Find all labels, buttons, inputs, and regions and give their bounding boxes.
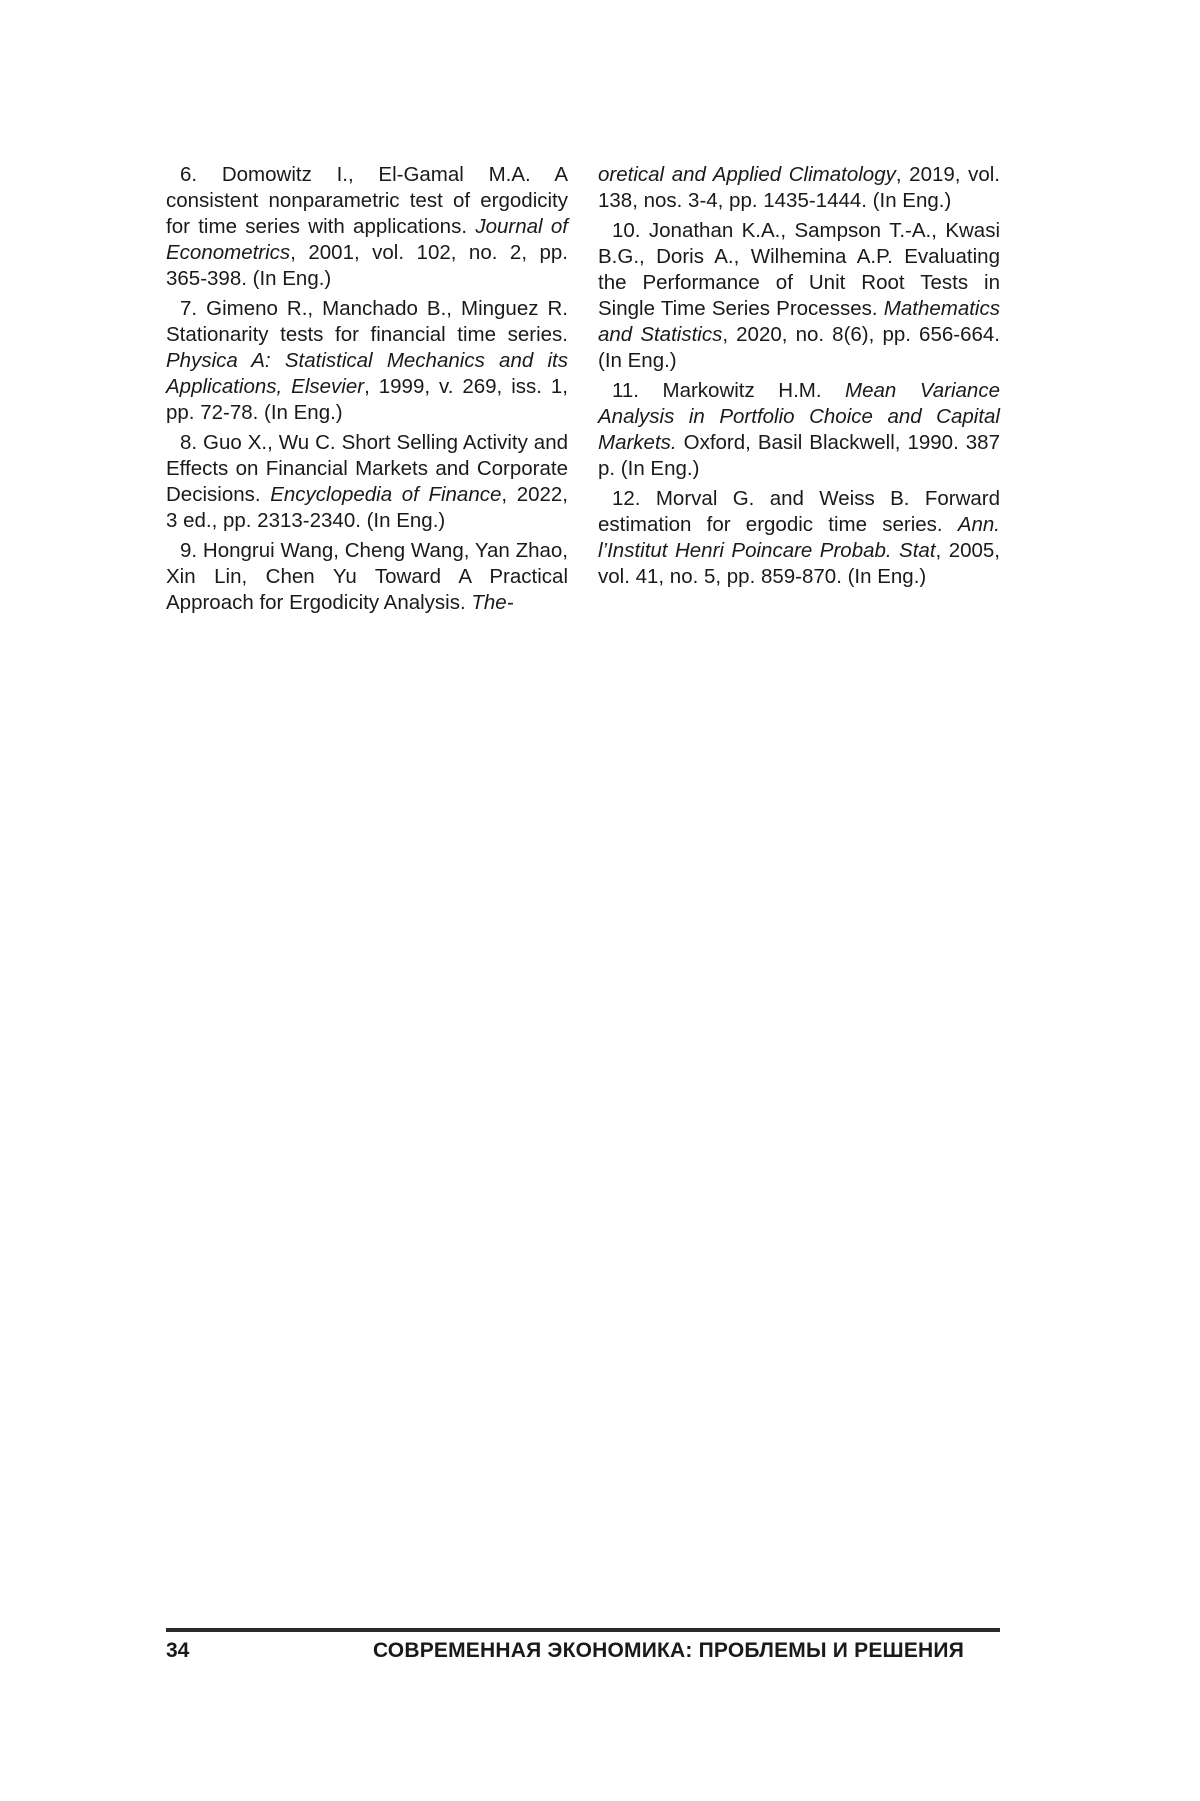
reference-text: , 2005, vol. 41, no. 5, pp. 859-870. (In Eng.): [598, 539, 1000, 588]
reference-text: Oxford, Basil Blackwell, 1990. 387 p. (In Eng.): [598, 431, 1000, 480]
reference-text: , 2020, no. 8(6), pp. 656-664. (In Eng.): [598, 323, 1000, 372]
reference-item: [598, 218, 1000, 374]
reference-item: [166, 430, 568, 534]
reference-source-title: Journal of Econometrics: [166, 215, 568, 264]
reference-column-right: [598, 162, 1000, 594]
reference-source-title: Physica A: Statistical Mechanics and its Applications, Elsevier: [166, 349, 568, 398]
reference-text: 9. Hongrui Wang, Cheng Wang, Yan Zhao, Xin Lin, Chen Yu Toward A Practical Approach for Ergodicity Analysis.: [166, 539, 568, 614]
reference-text: 11. Markowitz H.M.: [612, 379, 846, 402]
reference-text: 7. Gimeno R., Manchado B., Minguez R. Stationarity tests for financial time series.: [166, 297, 568, 346]
reference-source-title: The-: [471, 591, 514, 614]
reference-text: , 2022, 3 ed., pp. 2313-2340. (In Eng.): [166, 483, 568, 532]
reference-item: [166, 538, 568, 616]
reference-text: , 1999, v. 269, iss. 1, pp. 72-78. (In Eng.): [166, 375, 568, 424]
reference-source-title: Mathematics and Statistics: [598, 297, 1000, 346]
reference-source-title: Encyclopedia of Finance: [270, 483, 502, 506]
reference-text: , 2001, vol. 102, no. 2, pp. 365-398. (In Eng.): [166, 241, 568, 290]
page-number: 34: [166, 1639, 190, 1662]
reference-text: 12. Morval G. and Weiss B. Forward estimation for ergodic time series.: [598, 487, 1000, 536]
reference-source-title: Ann. l’Institut Henri Poincare Probab. Stat: [598, 513, 1000, 562]
reference-item: [166, 162, 568, 292]
reference-source-title: Mean Variance Analysis in Portfolio Choice and Capital Markets.: [598, 379, 1000, 454]
reference-item: [598, 486, 1000, 590]
journal-running-title: СОВРЕМЕННАЯ ЭКОНОМИКА: ПРОБЛЕМЫ И РЕШЕНИЯ: [372, 1639, 964, 1662]
reference-text: 8. Guo X., Wu C. Short Selling Activity and Effects on Financial Markets and Corporate Decisions.: [166, 431, 568, 506]
reference-text: 6. Domowitz I., El-Gamal M.A. A consistent nonparametric test of ergodicity for time series with applications.: [166, 163, 568, 238]
reference-text: 10. Jonathan K.A., Sampson T.-A., Kwasi B.G., Doris A., Wilhemina A.P. Evaluating the Performance of Unit Root Tests in Single Time Series Processes.: [598, 219, 1000, 320]
footer-divider: [166, 1628, 1000, 1632]
reference-item: [598, 162, 1000, 214]
reference-source-title: oretical and Applied Climatology: [598, 163, 896, 186]
reference-text: , 2019, vol. 138, nos. 3-4, pp. 1435-1444. (In Eng.): [598, 163, 1000, 212]
reference-item: [598, 378, 1000, 482]
reference-item: [166, 296, 568, 426]
reference-column-left: [166, 162, 568, 620]
